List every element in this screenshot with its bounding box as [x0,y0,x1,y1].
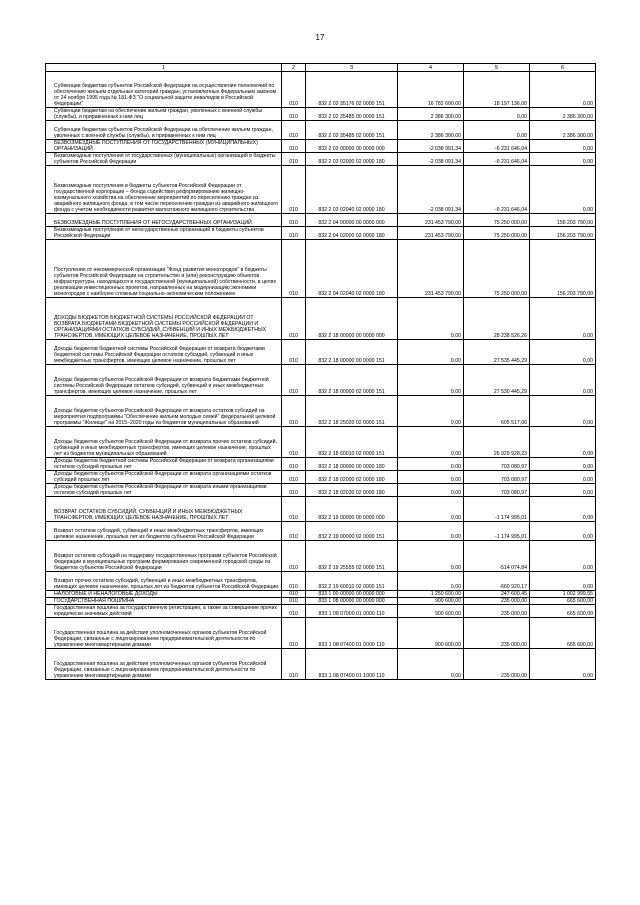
row-description [46,108,282,121]
row-description-text: Доходы бюджетов бюджетной системы Российской Федерации от возврата организациями остатков субсидий прошлых лет [54,458,274,470]
row-value-col4: 231 453 790,00 [398,240,464,298]
row-value-col5: 235 000,00 [464,618,530,649]
header-cell: 4 [398,64,464,72]
row-value-col6: 2 386 300,00 [530,108,596,121]
row-description [46,605,282,618]
row-budget-code: 832 2 02 35485 02 0000 151 [306,121,398,140]
row-description-text: Субвенции бюджетам на обеспечение жильем граждан, уволенных с военной службы (службы), и приравненных к ним лиц [54,108,263,120]
row-budget-code: 832 2 18 00000 02 0000 151 [306,365,398,396]
row-value-col6: 0,00 [530,396,596,427]
row-value-col6: 0,00 [530,298,596,340]
table-row [46,166,596,214]
header-cell: 5 [464,64,530,72]
row-budget-code: 833 1 08 07000 01 0000 110 [306,605,398,618]
row-value-col6: 665 600,00 [530,598,596,605]
row-value-col6: 0,00 [530,572,596,591]
row-value-col5: 235 000,00 [464,649,530,680]
table-row [46,72,596,108]
row-budget-code: 832 2 03 00000 00 0000 000 [306,140,398,153]
row-admin-code: 010 [282,618,306,649]
row-value-col5: -514 074,84 [464,541,530,572]
row-admin-code: 010 [282,140,306,153]
row-admin-code: 010 [282,153,306,166]
header-cell: 3 [306,64,398,72]
row-value-col4: 0,00 [398,572,464,591]
row-budget-code: 832 2 02 35176 02 0000 151 [306,72,398,108]
table-row [46,365,596,396]
row-description [46,140,282,153]
row-value-col4: 0,00 [398,427,464,458]
table-row [46,298,596,340]
row-admin-code: 010 [282,605,306,618]
table-row [46,427,596,458]
row-value-col5: 235 000,00 [464,598,530,605]
row-description-text: Доходы бюджетов субъектов Российской Федерации от возврата бюджетами бюджетной системы Российской Федерации остатков субсидий, субвенций и иных межбюджетных трансфертов, имеющих целевое назначение, прошлых лет [54,377,269,395]
row-value-col5: 605 517,06 [464,396,530,427]
row-value-col4: 2 386 300,00 [398,121,464,140]
table-row [46,240,596,298]
row-value-col6: 0,00 [530,541,596,572]
row-admin-code: 010 [282,572,306,591]
row-value-col4: -2 038 091,34 [398,166,464,214]
row-description-text: НАЛОГОВЫЕ И НЕНАЛОГОВЫЕ ДОХОДЫ [54,591,158,597]
row-value-col6: 1 002 999,55 [530,591,596,598]
table-row [46,108,596,121]
row-value-col5: 235 000,00 [464,605,530,618]
row-description-text: Возврат прочих остатков субсидий, субвенций и иных межбюджетных трансфертов, имеющих целевое назначение, прошлых лет из бюджетов субъектов Российской Федерации [54,578,279,590]
table-row [46,484,596,497]
row-description-text: Поступления от некоммерческой организации "Фонд развития моногородов" в бюджеты субъектов Российской Федерации на строительство и (или) реконструкцию объектов инфраструктуры, находящихся в государственной (муниципальной) собственности, в целях реализации инвестиционных проектов, направленных на модернизацию экономики моногородов с наиболее сложным социально-экономическим положением [54,267,277,297]
row-value-col4: -2 038 091,34 [398,140,464,153]
header-cell: 6 [530,64,596,72]
row-value-col4: 231 453 790,00 [398,214,464,227]
row-admin-code: 010 [282,227,306,240]
row-description [46,240,282,298]
table-row [46,458,596,471]
row-value-col5: -660 920,17 [464,572,530,591]
row-value-col5: 703 080,97 [464,458,530,471]
row-value-col5: -1 174 995,01 [464,497,530,522]
row-value-col6: 0,00 [530,153,596,166]
header-cell: 1 [46,64,282,72]
row-value-col5: 75 250 000,00 [464,214,530,227]
row-description [46,166,282,214]
row-value-col4: 0,00 [398,471,464,484]
row-budget-code: 832 2 04 02000 02 0000 180 [306,227,398,240]
row-admin-code: 010 [282,240,306,298]
row-admin-code: 010 [282,298,306,340]
row-description [46,649,282,680]
row-description-text: ДОХОДЫ БЮДЖЕТОВ БЮДЖЕТНОЙ СИСТЕМЫ РОССИЙСКОЙ ФЕДЕРАЦИИ ОТ ВОЗВРАТА БЮДЖЕТАМИ БЮДЖЕТНОЙ СИСТЕМЫ РОССИЙСКОЙ ФЕДЕРАЦИИ И ОРГАНИЗАЦИЯМИ ОСТАТКОВ СУБСИДИЙ, СУБВЕНЦИЙ И ИНЫХ МЕЖБЮДЖЕТНЫХ ТРАНСФЕРТОВ, ИМЕЮЩИХ ЦЕЛЕВОЕ НАЗНАЧЕНИЕ, ПРОШЛЫХ ЛЕТ [54,315,267,339]
row-description [46,471,282,484]
row-value-col4: 0,00 [398,365,464,396]
row-admin-code: 010 [282,365,306,396]
row-description-text: Субвенции бюджетам субъектов Российской Федерации на обеспечение жильем граждан, уволенных с военной службы (службы), и приравненных к ним лиц [54,127,273,139]
table-row [46,396,596,427]
row-budget-code: 832 2 18 25020 02 0000 151 [306,396,398,427]
row-value-col6: 0,00 [530,427,596,458]
table-row [46,340,596,365]
row-value-col5: 0,00 [464,108,530,121]
row-budget-code: 832 2 03 02040 02 0000 180 [306,166,398,214]
row-value-col6: 0,00 [530,166,596,214]
row-value-col5: 26 929 928,23 [464,427,530,458]
row-value-col6: 0,00 [530,140,596,153]
row-admin-code: 010 [282,591,306,598]
row-value-col4: 0,00 [398,484,464,497]
row-value-col6: 156 203 790,00 [530,227,596,240]
row-value-col5: 18 197 136,00 [464,72,530,108]
row-value-col5: 27 535 445,29 [464,340,530,365]
row-description [46,298,282,340]
row-value-col4: 0,00 [398,458,464,471]
row-admin-code: 010 [282,497,306,522]
row-description [46,365,282,396]
table-header-row [46,64,596,72]
row-budget-code: 832 2 04 02040 02 0000 180 [306,240,398,298]
row-value-col6: 156 203 790,00 [530,240,596,298]
row-budget-code: 832 2 19 00000 02 0000 151 [306,522,398,541]
table-row [46,572,596,591]
row-admin-code: 010 [282,484,306,497]
row-description-text: Безвозмездные поступления от негосударственных организаций в бюджеты субъектов Российской Федерации [54,227,264,239]
row-admin-code: 010 [282,214,306,227]
row-admin-code: 010 [282,121,306,140]
row-value-col6: 2 386 300,00 [530,121,596,140]
row-value-col4: 0,00 [398,522,464,541]
row-description-text: Возврат остатков субсидий, субвенций и иных межбюджетных трансфертов, имеющих целевое назначение, прошлых лет из бюджетов субъектов Российской Федерации [54,528,264,540]
row-value-col5: -6 231 646,04 [464,166,530,214]
row-budget-code: 832 2 19 00000 00 0000 000 [306,497,398,522]
row-description-text: Возврат остатков субсидий на поддержку государственных программ субъектов Российской Федерации и муниципальных программ формирования современной городской среды из бюджетов субъектов Российской Федерации [54,553,277,571]
row-value-col6: 0,00 [530,484,596,497]
table-row [46,497,596,522]
row-budget-code: 832 2 03 02000 02 0000 180 [306,153,398,166]
row-admin-code: 010 [282,166,306,214]
row-description-text: Доходы бюджетов субъектов Российской Федерации от возврата организациями остатков субсидий прошлых лет [54,471,272,483]
row-description [46,153,282,166]
row-description-text: БЕЗВОЗМЕЗДНЫЕ ПОСТУПЛЕНИЯ ОТ ГОСУДАРСТВЕННЫХ (МУНИЦИПАЛЬНЫХ) ОРГАНИЗАЦИЙ [54,140,258,152]
row-value-col5: -1 174 995,01 [464,522,530,541]
row-description-text: Безвозмездные поступления от государственных (муниципальных) организаций в бюджеты субъектов Российской Федерации [54,153,276,165]
row-admin-code: 010 [282,471,306,484]
table-row [46,605,596,618]
row-value-col5: 703 080,97 [464,471,530,484]
row-description [46,427,282,458]
row-admin-code: 010 [282,427,306,458]
row-description-text: Доходы бюджетов бюджетной системы Российской Федерации от возврата бюджетами бюджетной системы Российской Федерации остатков субсидий, субвенций и иных межбюджетных трансфертов, имеющих целевое назначение, прошлых лет [54,346,265,364]
row-budget-code: 832 2 18 00000 00 0000 151 [306,340,398,365]
table-row [46,598,596,605]
header-cell: 2 [282,64,306,72]
row-value-col4: 0,00 [398,541,464,572]
row-value-col5: 27 530 445,29 [464,365,530,396]
page-number: 17 [315,33,325,42]
row-description [46,541,282,572]
row-value-col4: 1 250 600,00 [398,591,464,598]
row-value-col6: 156 203 790,00 [530,214,596,227]
row-admin-code: 010 [282,522,306,541]
row-budget-code: 832 2 04 00000 00 0000 000 [306,214,398,227]
row-value-col5: 28 238 526,26 [464,298,530,340]
row-description [46,227,282,240]
row-value-col4: 16 782 600,00 [398,72,464,108]
row-description-text: Доходы бюджетов субъектов Российской Федерации от возврата прочих остатков субсидий, субвенций и иных межбюджетных трансфертов, имеющих целевое назначение, прошлых лет из бюджетов муниципальных образований [54,439,277,457]
row-budget-code: 832 2 18 02000 02 0000 180 [306,471,398,484]
row-description-text: Субвенции бюджетам субъектов Российской Федерации на осуществление полномочий по обеспечению жильем отдельных категорий граждан, установленных Федеральным законом от 24 ноября 1995 года № 181-ФЗ "О социальной защите инвалидов в Российской Федерации" [54,83,277,107]
table-row [46,121,596,140]
row-description-text: Государственная пошлина за действия уполномоченных органов субъектов Российской Федерации, связанные с лицензированием предпринимательской деятельности по управлению многоквартирными домами [54,661,267,679]
row-description [46,340,282,365]
row-description [46,598,282,605]
table-row [46,649,596,680]
row-description [46,522,282,541]
row-budget-code: 832 2 19 25555 02 0000 151 [306,541,398,572]
row-value-col5: 75 250 000,00 [464,240,530,298]
row-description-text: Доходы бюджетов субъектов Российской Федерации от возврата иными организациями остатков субсидий прошлых лет [54,484,267,496]
row-admin-code: 010 [282,340,306,365]
row-description [46,396,282,427]
row-value-col5: -6 231 646,04 [464,140,530,153]
row-description-text: Государственная пошлина за государственную регистрацию, а также за совершение прочих юридически значимых действий [54,605,277,617]
row-value-col6: 0,00 [530,72,596,108]
budget-table [45,63,596,680]
table-row [46,541,596,572]
row-description [46,497,282,522]
row-value-col6: 0,00 [530,522,596,541]
row-value-col6: 0,00 [530,365,596,396]
row-value-col5: 247 600,45 [464,591,530,598]
row-budget-code: 833 1 00 00000 00 0000 000 [306,591,398,598]
table-row [46,140,596,153]
row-description-text: ГОСУДАРСТВЕННАЯ ПОШЛИНА [54,598,135,604]
row-budget-code: 832 2 18 02030 02 0000 180 [306,484,398,497]
table-row [46,227,596,240]
row-value-col4: 0,00 [398,340,464,365]
row-value-col4: 0,00 [398,298,464,340]
row-value-col5: 703 080,97 [464,484,530,497]
table-row [46,471,596,484]
row-description [46,72,282,108]
row-admin-code: 010 [282,396,306,427]
row-value-col4: 2 386 300,00 [398,108,464,121]
row-description [46,572,282,591]
row-admin-code: 010 [282,541,306,572]
table-row [46,618,596,649]
row-admin-code: 010 [282,108,306,121]
row-value-col6: 0,00 [530,497,596,522]
row-description-text: Безвозмездные поступления в бюджеты субъектов Российской Федерации от государственной корпорации – Фонда содействия реформированию жилищно-коммунального хозяйства на обеспечение мероприятий по переселению граждан из аварийного жилищного фонда, в том числе переселению граждан из аварийного жилищного фонда с учетом необходимости развития малоэтажного жилищного строительства [54,183,279,213]
row-value-col6: 0,00 [530,458,596,471]
row-description [46,591,282,598]
row-admin-code: 010 [282,598,306,605]
row-value-col5: 75 250 000,00 [464,227,530,240]
row-description [46,458,282,471]
row-budget-code: 832 2 19 60010 02 0000 151 [306,572,398,591]
row-value-col5: 0,00 [464,121,530,140]
row-description-text: ВОЗВРАТ ОСТАТКОВ СУБСИДИЙ, СУБВЕНЦИЙ И ИНЫХ МЕЖБЮДЖЕТНЫХ ТРАНСФЕРТОВ, ИМЕЮЩИХ ЦЕЛЕВОЕ НАЗНАЧЕНИЕ, ПРОШЛЫХ ЛЕТ [54,509,243,521]
row-value-col6: 0,00 [530,340,596,365]
row-admin-code: 010 [282,649,306,680]
row-budget-code: 833 1 08 07400 01 1000 110 [306,649,398,680]
table-row [46,591,596,598]
row-value-col6: 665 600,00 [530,605,596,618]
row-description [46,618,282,649]
row-value-col6: 0,00 [530,471,596,484]
row-description [46,484,282,497]
row-admin-code: 010 [282,458,306,471]
table-row [46,214,596,227]
row-value-col4: 900 600,00 [398,618,464,649]
row-value-col4: 900 600,00 [398,605,464,618]
row-description-text: Государственная пошлина за действия уполномоченных органов субъектов Российской Федерации, связанные с лицензированием предпринимательской деятельности по управлению многоквартирными домами [54,630,267,648]
row-value-col4: 0,00 [398,649,464,680]
row-value-col6: 665 600,00 [530,618,596,649]
row-budget-code: 832 2 18 60010 02 0000 151 [306,427,398,458]
row-description [46,214,282,227]
row-budget-code: 833 1 08 00000 00 0000 000 [306,598,398,605]
row-budget-code: 832 2 18 00000 00 0000 000 [306,298,398,340]
row-description-text: Доходы бюджетов субъектов Российской Федерации от возврата остатков субсидий на мероприятия подпрограммы "Обеспечение жильем молодых семей" федеральной целевой программы "Жилище" на 2015–2020 годы из бюджетов муниципальных образований [54,408,276,426]
row-value-col4: 0,00 [398,396,464,427]
row-value-col4: 231 453 790,00 [398,227,464,240]
row-budget-code: 832 2 02 35485 00 0000 151 [306,108,398,121]
row-description [46,121,282,140]
row-value-col6: 0,00 [530,649,596,680]
row-value-col4: -2 038 091,34 [398,153,464,166]
row-value-col4: 900 600,00 [398,598,464,605]
row-value-col5: -6 231 646,04 [464,153,530,166]
row-value-col4: 0,00 [398,497,464,522]
row-description-text: БЕЗВОЗМЕЗДНЫЕ ПОСТУПЛЕНИЯ ОТ НЕГОСУДАРСТВЕННЫХ ОРГАНИЗАЦИЙ [54,220,252,226]
row-budget-code: 833 1 08 07400 01 0000 110 [306,618,398,649]
row-budget-code: 832 2 18 00000 00 0000 180 [306,458,398,471]
row-admin-code: 010 [282,72,306,108]
table-row [46,522,596,541]
table-row [46,153,596,166]
